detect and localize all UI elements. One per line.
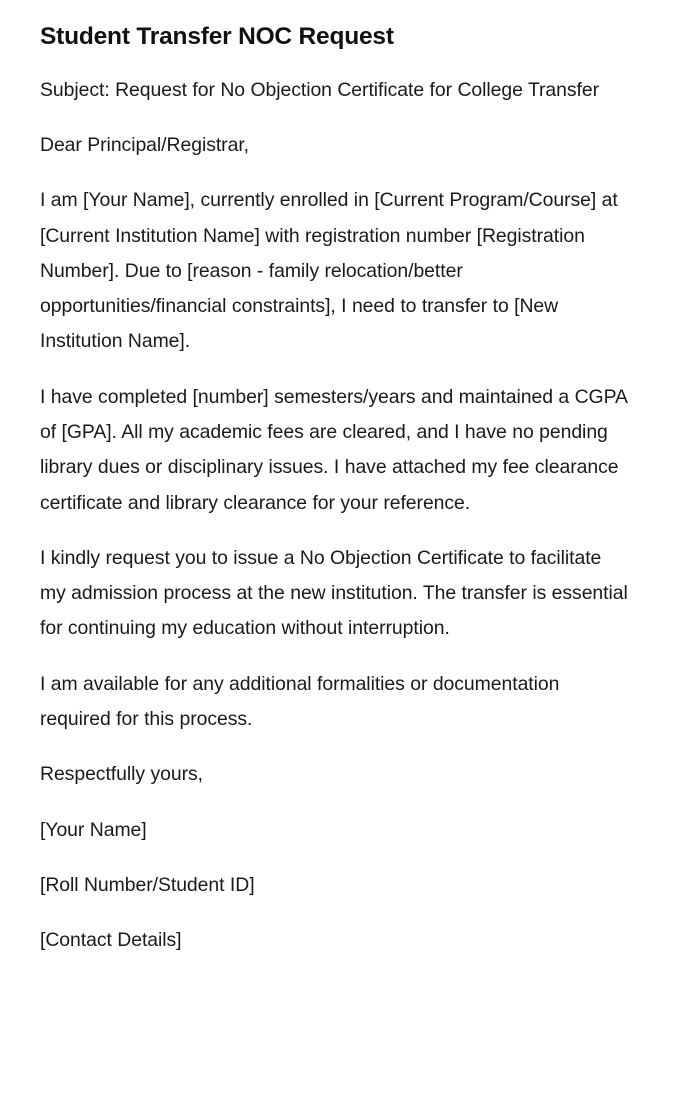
document-body xyxy=(40,73,632,959)
paragraph-request: I kindly request you to issue a No Objection Certificate to facilitate my admission process at the new institution. The transfer is essential for continuing my education without interruption. xyxy=(40,546,628,640)
paragraph-closing: Respectfully yours, xyxy=(40,763,203,786)
paragraph-salutation: Dear Principal/Registrar, xyxy=(40,133,249,156)
paragraph-subject-line: Subject: Request for No Objection Certificate for College Transfer xyxy=(40,78,600,101)
paragraph-availability: I am available for any additional formalities or documentation required for this process. xyxy=(40,672,560,731)
paragraph-introduction: I am [Your Name], currently enrolled in [Current Program/Course] at [Current Institution Name] with registration number [Registration Number]. Due to [reason - family relocation/better opportunities/financial constraints], I need to transfer to [New Institution Name]. xyxy=(40,189,618,353)
paragraph-signature-roll-number: [Roll Number/Student ID] xyxy=(40,873,255,896)
paragraph-academic-record: I have completed [number] semesters/years and maintained a CGPA of [GPA]. All my academic fees are cleared, and I have no pending library dues or disciplinary issues. I have attached my fee clearance certificate and library clearance for your reference. xyxy=(40,385,627,514)
page-title: Student Transfer NOC Request xyxy=(40,23,394,50)
paragraph-signature-name: [Your Name] xyxy=(40,818,147,841)
paragraph-signature-contact: [Contact Details] xyxy=(40,929,182,952)
